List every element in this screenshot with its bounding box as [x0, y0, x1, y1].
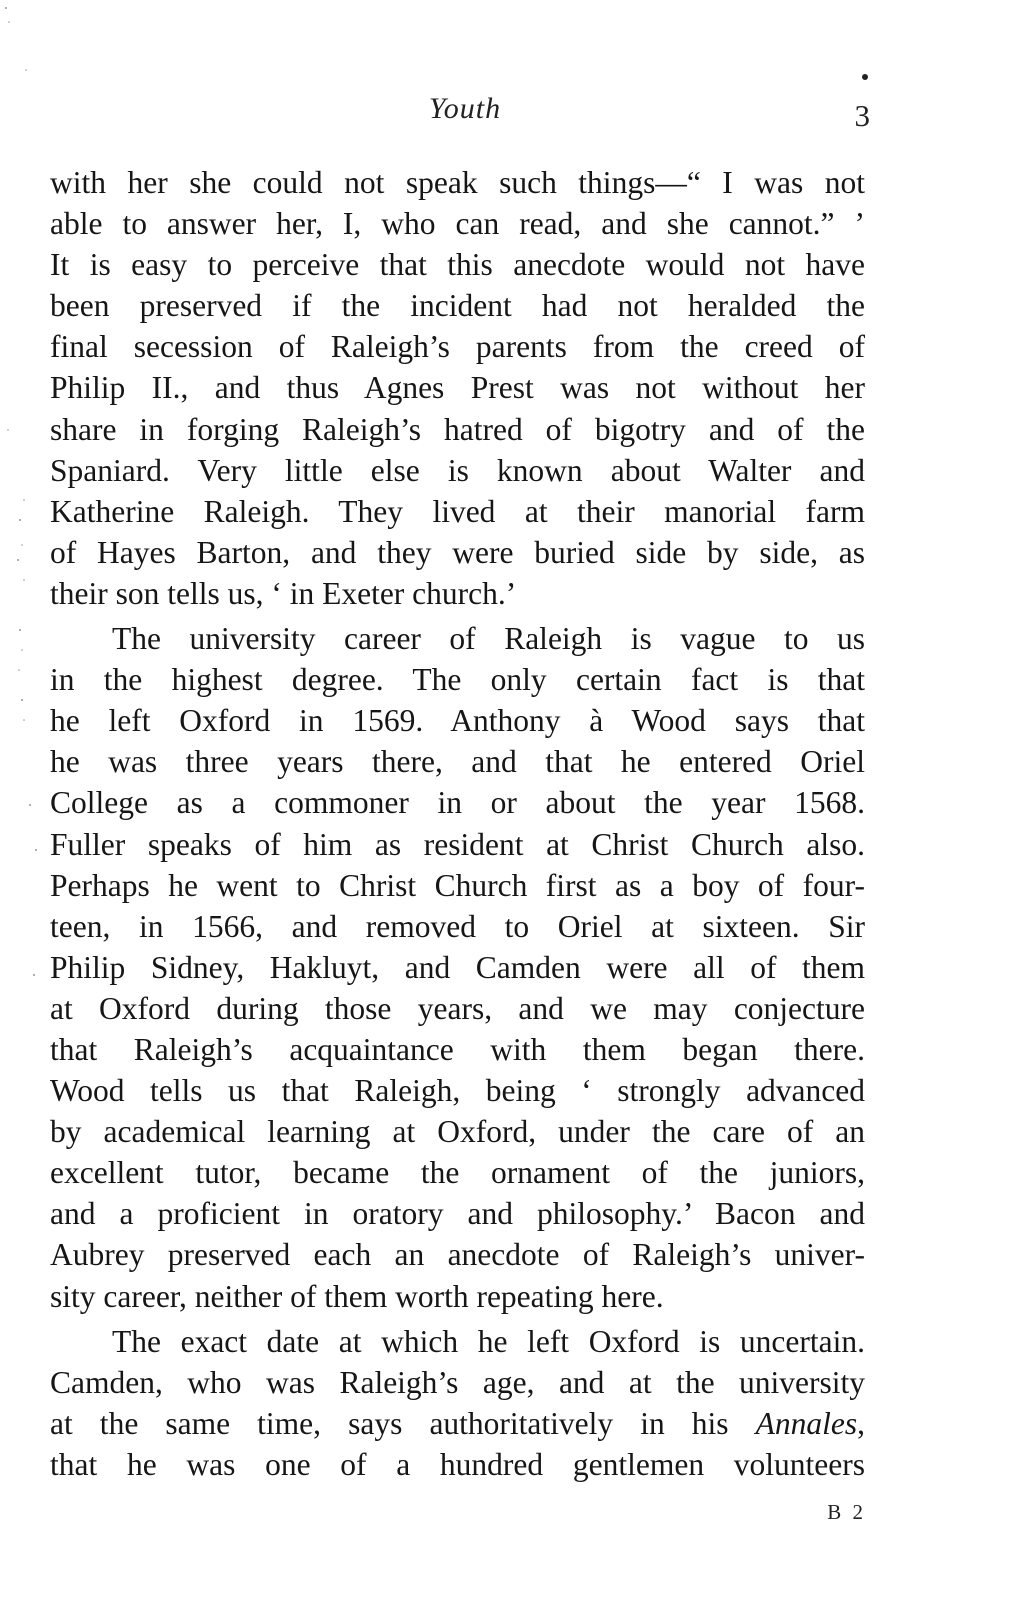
text-line: teen, in 1566, and removed to Oriel at sixteen. Sir: [50, 908, 865, 944]
text-line: at Oxford during those years, and we may conjecture: [50, 990, 865, 1026]
text-line: by academical learning at Oxford, under the care of an: [50, 1114, 865, 1150]
text-line: share in forging Raleigh’s hatred of bigotry and of the: [50, 411, 865, 447]
paragraph: [50, 618, 865, 1317]
paragraph: [50, 1321, 865, 1485]
ink-dot: [862, 74, 868, 80]
text-line: Philip Sidney, Hakluyt, and Camden were all of them: [50, 949, 865, 985]
text-line: College as a commoner in or about the year 1568.: [50, 785, 865, 821]
text-line: been preserved if the incident had not heralded the: [50, 288, 865, 324]
scan-edge-specks: [0, 0, 40, 1611]
text-line: he was three years there, and that he entered Oriel: [50, 744, 865, 780]
text-line: Aubrey preserved each an anecdote of Raleigh’s univer-: [50, 1237, 865, 1273]
paragraph: [50, 162, 865, 614]
text-line: with her she could not speak such things—“ I was not: [50, 165, 865, 200]
text-line: Katherine Raleigh. They lived at their manorial farm: [50, 493, 865, 529]
text-line: final secession of Raleigh’s parents from the creed of: [50, 329, 865, 365]
text-line: at the same time, says authoritatively in his Annales,: [50, 1405, 865, 1441]
text-line: It is easy to perceive that this anecdote would not have: [50, 247, 865, 283]
text-line: The exact date at which he left Oxford is uncertain.: [112, 1323, 865, 1359]
text-line: that Raleigh’s acquaintance with them began there.: [50, 1031, 865, 1067]
text-line: Spaniard. Very little else is known about Walter and: [50, 452, 865, 488]
text-line: Philip II., and thus Agnes Prest was not without her: [50, 370, 865, 406]
signature-mark: B 2: [827, 1500, 866, 1524]
text-line: Perhaps he went to Christ Church first as a boy of four-: [50, 867, 865, 903]
text-line: able to answer her, I, who can read, and she cannot.” ’: [50, 206, 865, 242]
text-line: excellent tutor, became the ornament of the juniors,: [50, 1155, 865, 1191]
text-line: sity career, neither of them worth repeating here.: [50, 1278, 664, 1314]
body-text: [50, 162, 865, 1485]
text-line: Fuller speaks of him as resident at Christ Church also.: [50, 826, 865, 862]
text-line: Camden, who was Raleigh’s age, and at the university: [50, 1364, 865, 1400]
page-number: 3: [854, 98, 870, 133]
text-line: Wood tells us that Raleigh, being ‘ strongly advanced: [50, 1073, 865, 1109]
text-line: he left Oxford in 1569. Anthony à Wood says that: [50, 703, 865, 739]
text-line: that he was one of a hundred gentlemen volunteers: [50, 1446, 865, 1482]
text-line: of Hayes Barton, and they were buried side by side, as: [50, 534, 865, 570]
running-title: Youth: [428, 92, 502, 125]
text-line: and a proficient in oratory and philosophy.’ Bacon and: [50, 1196, 865, 1232]
text-line: in the highest degree. The only certain fact is that: [50, 662, 865, 698]
text-line: their son tells us, ‘ in Exeter church.’: [50, 575, 517, 611]
running-head: [50, 92, 880, 132]
text-line: The university career of Raleigh is vague to us: [112, 621, 865, 657]
